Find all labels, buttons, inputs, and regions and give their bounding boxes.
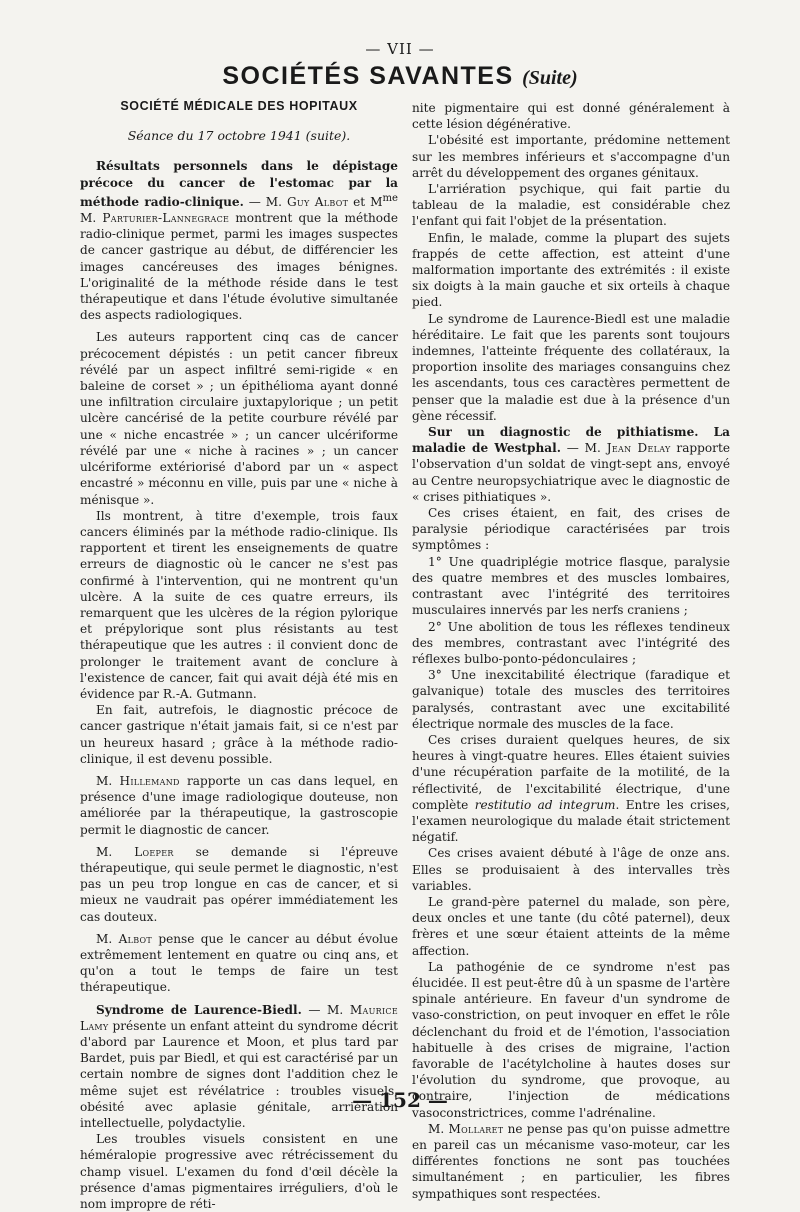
author-name: Guy Albot: [286, 194, 349, 209]
symptom-item: 1° Une quadriplégie motrice flasque, paralysie des quatre membres et des muscles lombaires, contrastant avec l'intégrité des territoires musculaires innervés par les nerfs craniens ;: [412, 554, 730, 618]
paragraph: nite pigmentaire qui est donné généralement à cette lésion dégénérative.: [412, 101, 730, 132]
discussion-mollaret: M. Mollaret ne pense pas qu'on puisse admettre en pareil cas un mécanisme vaso-moteur, car les différentes fonctions ne sont pas touchées simultanément ; en particulier, les fibres sympathiques sont respectées.: [412, 1121, 730, 1201]
article-title: Résultats personnels dans le dépistage précoce du cancer de l'estomac par la méthode radio-clinique.: [80, 159, 398, 209]
article-laurence-biedl: Syndrome de Laurence-Biedl. — M. Maurice Lamy présente un enfant atteint du syndrome décrit d'abord par Laurence et Moon, et plus tard par Bardet, puis par Biedl, et qui est caractérisé par un certain nombre de signes dont l'addition chez le même sujet est révélatrice : troubles visuels, obésité avec aplasie génitale, arriération intellectuelle, polydactylie.: [80, 1002, 398, 1131]
paragraph: Enfin, le malade, comme la plupart des sujets frappés de cette affection, est atteint d'une malformation importante des extrémités : il existe six doigts à la main gauche et six orteils à chaque pied.: [412, 230, 730, 310]
author-name: Jean Delay: [606, 441, 671, 456]
paragraph: La pathogénie de ce syndrome n'est pas élucidée. Il est peut-être dû à un spasme de l'artère spinale antérieure. En faveur d'un syndrome de vaso-constriction, on peut invoquer en effet le rôle déclenchant du froid et de l'émotion, l'association habituelle à des crises de migraine, l'action favorable de l'acétylcholine à hautes doses sur l'évolution du syndrome, que provoque, au contraire, l'injection de médications vasoconstrictrices, comme l'adrénaline.: [412, 959, 730, 1120]
article-title: Syndrome de Laurence-Biedl.: [96, 1002, 302, 1017]
paragraph: L'obésité est importante, prédomine nettement sur les membres inférieurs et s'accompagne d'un arrêt du développement des organes génitaux.: [412, 133, 730, 180]
title-suite: (Suite): [522, 67, 578, 89]
discussion-hillemand: M. Hillemand rapporte un cas dans lequel, en présence d'une image radiologique douteuse, non améliorée par la thérapeutique, la gastroscopie permit le diagnostic de cancer.: [80, 773, 398, 837]
paragraph: L'arriération psychique, qui fait partie du tableau de la maladie, est considérable chez l'enfant qui fait l'objet de la présentation.: [412, 182, 730, 229]
article-cancer-intro: Résultats personnels dans le dépistage précoce du cancer de l'estomac par la méthode radio-clinique. — M. Guy Albot et $M^{me}$ M. Parturier-Lannegrace montrent que la méthode radio-clinique permet, parmi les images suspectes de cancer gastrique au début, de différencier les images cancéreuses des images bénignes. L'originalité de la méthode réside dans le test thérapeutique et dans l'étude évolutive simultanée des aspects radiologiques.: [80, 159, 399, 323]
article-title: Sur un diagnostic de pithiatisme. La maladie de Westphal.: [412, 425, 730, 456]
paragraph: Ces crises duraient quelques heures, de six heures à vingt-quatre heures. Elles étaient suivies d'une récupération parfaite de la motilité, de la réflectivité, de l'excitabilité électrique, d'une complète restitutio ad integrum. Entre les crises, l'examen neurologique du malade était strictement négatif.: [412, 732, 731, 845]
author-name: Parturier-Lannegrace: [102, 211, 230, 226]
session-date: Séance du 17 octobre 1941 (suite).: [127, 128, 351, 144]
left-column: [80, 96, 398, 1212]
right-column: [412, 100, 730, 1202]
symptom-item: 3° Une inexcitabilité électrique (faradique et galvanique) totale des muscles des territoires paralysés, contrastant avec une excitabilité électrique normale des muscles de la face.: [412, 668, 730, 731]
paragraph: Le syndrome de Laurence-Biedl est une maladie héréditaire. Le fait que les parents sont toujours indemnes, l'atteinte fréquente des collatéraux, la proportion insolite des mariages consanguins chez les ascendants, tous ces caractères permettent de penser que la maladie est due à la présence d'un gène récessif.: [412, 311, 730, 423]
paragraph: Ils montrent, à titre d'exemple, trois faux cancers éliminés par la méthode radio-clinique. Ils rapportent et tirent les enseignements de quatre erreurs de diagnostic où le cancer ne s'est pas confirmé à l'intervention, qui ne montrent qu'un ulcère. A la suite de ces quatre erreurs, ils remarquent que les ulcères de la région pylorique et prépylorique sont plus résistants au test thérapeutique que les autres : il convient donc de prolonger le traitement avant de conclure à l'existence de cancer, fait qui avait déjà été mis en évidence par R.-A. Gutmann.: [80, 508, 398, 701]
paragraph: Les auteurs rapportent cinq cas de cancer précocement dépistés : un petit cancer fibreux révélé par un aspect infiltré semi-rigide « en baleine de corset » ; un épithélioma ayant donné une infiltration circulaire juxtapylorique ; un petit ulcère cancérisé de la petite courbure révélé par une « niche encastrée » ; un cancer ulcériforme révélé par une « niche à racines » ; un cancer ulcériforme extériorisé d'abord par un « aspect encastré » méconnu en ville, puis par une « niche à ménisque ».: [80, 330, 398, 507]
author-name: Hillemand: [119, 773, 180, 788]
discussion-loeper: M. Loeper se demande si l'épreuve thérapeutique, qui seule permet le diagnostic, n'est pas un peu trop longue en cas de cancer, et si mieux ne vaudrait pas opérer immédiatement les cas douteux.: [80, 844, 398, 924]
author-name: Albot: [118, 931, 153, 946]
author-name: Loeper: [134, 844, 174, 859]
page-number-bottom: — 152 —: [352, 1088, 448, 1112]
section-heading: SOCIÉTÉ MÉDICALE DES HOPITAUX: [120, 99, 358, 113]
paragraph: Les troubles visuels consistent en une héméralopie progressive avec rétrécissement du champ visuel. L'examen du fond d'œil décèle la présence d'amas pigmentaires irréguliers, d'où le nom impropre de réti-: [80, 1132, 398, 1212]
symptom-item: 2° Une abolition de tous les réflexes tendineux des membres, contrastant avec l'intégrité des réflexes bulbo-ponto-pédonculaires ;: [412, 619, 730, 666]
title-text: SOCIÉTÉS SAVANTES: [222, 62, 514, 90]
paragraph: En fait, autrefois, le diagnostic précoce de cancer gastrique n'était jamais fait, si ce n'est par un heureux hasard ; grâce à la méthode radio-clinique, il est devenu possible.: [80, 703, 398, 766]
author-name: Mollaret: [448, 1121, 504, 1136]
paragraph: Ces crises étaient, en fait, des crises de paralysie périodique caractérisées par trois symptômes :: [412, 506, 730, 553]
article-pithiatisme: Sur un diagnostic de pithiatisme. La maladie de Westphal. — M. Jean Delay rapporte l'observation d'un soldat de vingt-sept ans, envoyé au Centre neuropsychiatrique avec le diagnostic de « crises pithiatiques ».: [412, 425, 730, 504]
page-title: [0, 62, 800, 91]
paragraph: Ces crises avaient débuté à l'âge de onze ans. Elles se produisaient à des intervalles très variables.: [412, 846, 730, 893]
paragraph: Le grand-père paternel du malade, son père, deux oncles et une tante (du côté paternel), deux frères et une sœur étaient atteints de la même affection.: [412, 894, 730, 958]
discussion-albot: M. Albot pense que le cancer au début évolue extrêmement lentement en quatre ou cinq ans, et qu'on a tout le temps de faire un test thérapeutique.: [80, 931, 398, 995]
author-name: Maurice Lamy: [80, 1002, 398, 1033]
page-number-top: — VII —: [365, 40, 435, 58]
